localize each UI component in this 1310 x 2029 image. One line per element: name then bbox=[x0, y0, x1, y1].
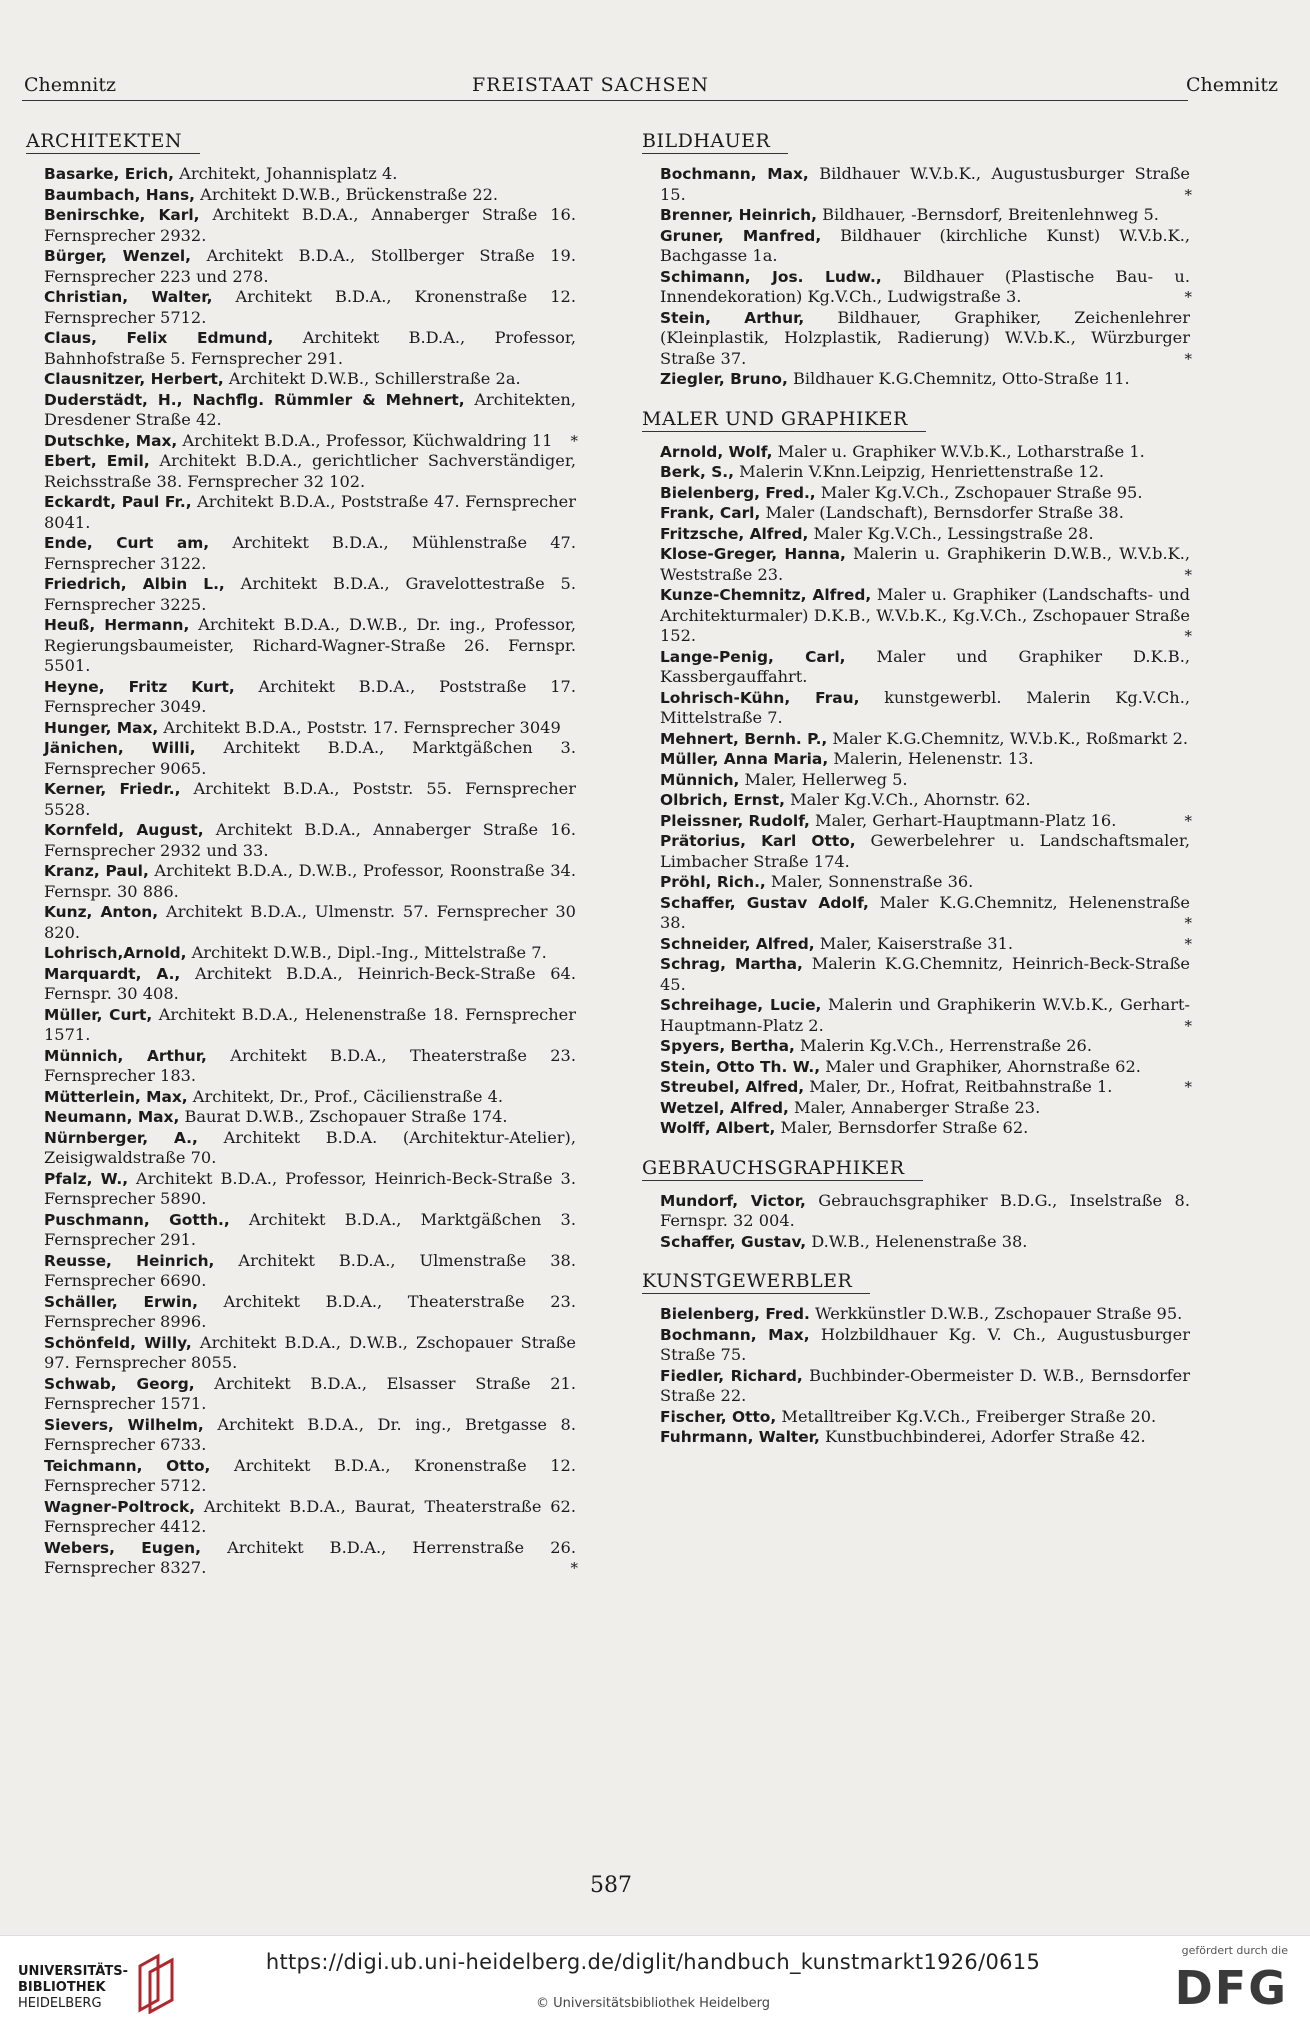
entry-name: Baumbach, Hans, bbox=[44, 185, 196, 204]
directory-entry bbox=[660, 1098, 1190, 1119]
directory-entry bbox=[44, 1497, 576, 1538]
entry-name: Mundorf, Victor, bbox=[660, 1191, 806, 1210]
directory-entry bbox=[44, 615, 576, 677]
entry-details: Buchbinder-Obermeister D. W.B., Bernsdorfer Straße 22. bbox=[660, 1365, 1190, 1405]
entry-details: Bildhauer, Graphiker, Zeichenlehrer (Kleinplastik, Holzplastik, Radierung) W.V.b.K., Würzburger Straße 37. bbox=[660, 307, 1190, 368]
entry-details: Architekt B.D.A., Kronenstraße 12. Fernsprecher 5712. bbox=[44, 287, 577, 327]
dfg-caption: gefördert durch die bbox=[1181, 1944, 1288, 1957]
entry-name: Clausnitzer, Herbert, bbox=[44, 370, 224, 388]
entry-details: Holzbildhauer Kg. V. Ch., Augustusburger Straße 75. bbox=[660, 1324, 1190, 1364]
entry-details: Malerin K.G.Chemnitz, Heinrich-Beck-Straße 45. bbox=[660, 954, 1190, 994]
entry-details: Architekt D.W.B., Schillerstraße 2a. bbox=[223, 369, 521, 388]
entry-details: Architekt B.D.A., Poststr. 55. Fernsprecher 5528. bbox=[44, 779, 576, 819]
entry-name: Mütterlein, Max, bbox=[44, 1087, 188, 1106]
entry-details: kunstgewerbl. Malerin Kg.V.Ch., Mittelstraße 7. bbox=[660, 687, 1190, 727]
entry-name: Wagner-Poltrock, bbox=[44, 1497, 196, 1516]
entry-details: Architekt B.D.A., D.W.B., Dr. ing., Professor, Regierungsbaumeister, Richard-Wagner-Straße 26. Fernspr. 5501. bbox=[44, 615, 576, 675]
entry-name: Hunger, Max, bbox=[44, 718, 159, 737]
directory-entry bbox=[44, 533, 576, 574]
permalink-url[interactable]: https://digi.ub.uni-heidelberg.de/diglit/handbuch_kunstmarkt1926/0615 bbox=[265, 1950, 1041, 1974]
entry-name: Duderstädt, H., Nachflg. Rümmler & Mehnert, bbox=[44, 390, 465, 409]
entry-marker: * bbox=[1184, 627, 1192, 645]
entry-name: Basarke, Erich, bbox=[44, 165, 175, 183]
entry-name: Pröhl, Rich., bbox=[660, 873, 766, 891]
entry-name: Brenner, Heinrich, bbox=[660, 206, 817, 224]
entry-name: Fuhrmann, Walter, bbox=[660, 1428, 820, 1446]
entry-marker: * bbox=[570, 1559, 578, 1577]
right-column bbox=[642, 130, 1192, 1466]
entry-name: Kerner, Friedr., bbox=[44, 780, 181, 798]
directory-entry bbox=[44, 1169, 576, 1210]
entry-details: Maler Kg.V.Ch., Lessingstraße 28. bbox=[808, 523, 1094, 543]
entry-name: Mehnert, Bernh. P., bbox=[660, 729, 828, 748]
entry-details: Architekt B.D.A., D.W.B., Professor, Roonstraße 34. Fernspr. 30 886. bbox=[44, 861, 576, 901]
entry-name: Wolff, Albert, bbox=[660, 1119, 776, 1137]
entry-details: Bildhauer (Plastische Bau- u. Innendekoration) Kg.V.Ch., Ludwigstraße 3. bbox=[660, 266, 1190, 306]
directory-entry bbox=[44, 861, 576, 902]
entry-details: Malerin, Helenenstr. 13. bbox=[828, 749, 1034, 768]
entry-details: Architekt B.D.A., Annaberger Straße 16. Fernsprecher 2932. bbox=[44, 205, 576, 245]
directory-entry bbox=[44, 1046, 576, 1087]
entry-name: Ziegler, Bruno, bbox=[660, 370, 788, 388]
entry-details: Maler Kg.V.Ch., Zschopauer Straße 95. bbox=[815, 482, 1143, 502]
entry-name: Klose-Greger, Hanna, bbox=[660, 545, 846, 563]
directory-entry bbox=[44, 1005, 576, 1046]
entry-details: Architekt, Dr., Prof., Cäcilienstraße 4. bbox=[187, 1086, 504, 1106]
running-head-center: FREISTAAT SACHSEN bbox=[472, 74, 709, 96]
entry-name: Schwab, Georg, bbox=[44, 1374, 195, 1393]
directory-entry bbox=[44, 1292, 576, 1333]
entry-marker: * bbox=[1184, 811, 1192, 830]
section-title: MALER UND GRAPHIKER bbox=[642, 408, 926, 432]
entry-name: Schimann, Jos. Ludw., bbox=[660, 267, 882, 286]
entry-name: Puschmann, Gotth., bbox=[44, 1210, 230, 1229]
entry-name: Schäller, Erwin, bbox=[44, 1292, 198, 1311]
entry-details: Architekt B.D.A., Professor, Bahnhofstraße 5. Fernsprecher 291. bbox=[44, 328, 576, 368]
entry-name: Schönfeld, Willy, bbox=[44, 1333, 192, 1352]
entry-details: Maler, Hellerweg 5. bbox=[739, 769, 908, 789]
entry-details: Bildhauer W.V.b.K., Augustusburger Straße 15. bbox=[660, 164, 1190, 204]
entry-name: Heuß, Hermann, bbox=[44, 616, 190, 634]
directory-section bbox=[642, 130, 1192, 390]
directory-entry bbox=[44, 779, 576, 820]
entry-marker: * bbox=[1184, 934, 1192, 953]
directory-entry bbox=[660, 1057, 1190, 1078]
entry-details: Maler u. Graphiker W.V.b.K., Lotharstraße 1. bbox=[772, 441, 1145, 461]
entry-name: Lohrisch-Kühn, Frau, bbox=[660, 688, 860, 707]
directory-entry bbox=[44, 738, 576, 779]
section-title: GEBRAUCHSGRAPHIKER bbox=[642, 1157, 923, 1181]
entry-name: Claus, Felix Edmund, bbox=[44, 329, 274, 347]
directory-entry bbox=[44, 164, 576, 185]
entry-details: Architekt B.D.A., D.W.B., Zschopauer Straße 97. Fernsprecher 8055. bbox=[44, 1332, 576, 1372]
directory-entry bbox=[44, 1251, 576, 1292]
viewer-footer bbox=[0, 1935, 1310, 2029]
directory-entry bbox=[44, 328, 576, 369]
dfg-logo[interactable] bbox=[1148, 1944, 1288, 2024]
directory-entry bbox=[44, 1374, 576, 1415]
directory-entry bbox=[660, 954, 1190, 995]
entry-name: Prätorius, Karl Otto, bbox=[660, 832, 856, 850]
left-column bbox=[26, 130, 578, 1597]
library-mark-icon bbox=[136, 1952, 176, 2014]
entry-name: Webers, Eugen, bbox=[44, 1538, 201, 1557]
entry-marker: * bbox=[1184, 185, 1192, 204]
directory-entry bbox=[660, 893, 1190, 934]
directory-entry bbox=[44, 677, 576, 718]
directory-entry bbox=[660, 934, 1190, 955]
entry-details: Bildhauer (kirchliche Kunst) W.V.b.K., Bachgasse 1a. bbox=[660, 225, 1190, 265]
entry-details: Architekt B.D.A., Theaterstraße 23. Fernsprecher 8996. bbox=[44, 1291, 576, 1331]
entry-name: Bielenberg, Fred., bbox=[660, 483, 816, 502]
entry-name: Friedrich, Albin L., bbox=[44, 575, 225, 593]
entry-details: Architekt B.D.A., Poststr. 17. Fernsprecher 3049 bbox=[158, 717, 561, 737]
entry-details: Maler K.G.Chemnitz, Helenenstraße 38. bbox=[660, 892, 1190, 932]
entry-details: Malerin u. Graphikerin D.W.B., W.V.b.K., Weststraße 23. bbox=[660, 544, 1190, 584]
entry-details: Architekt D.W.B., Dipl.-Ing., Mittelstraße 7. bbox=[186, 943, 547, 962]
entry-details: Architekt B.D.A., Ulmenstr. 57. Fernsprecher 30 820. bbox=[44, 902, 576, 942]
entry-details: Kunstbuchbinderei, Adorfer Straße 42. bbox=[819, 1427, 1146, 1446]
entry-details: Architekt B.D.A., Heinrich-Beck-Straße 64. Fernspr. 30 408. bbox=[44, 963, 576, 1003]
directory-entry bbox=[660, 1191, 1190, 1232]
directory-entry bbox=[660, 1427, 1190, 1448]
entry-name: Heyne, Fritz Kurt, bbox=[44, 677, 235, 696]
directory-entry bbox=[44, 943, 576, 964]
entry-marker: * bbox=[1184, 565, 1192, 584]
entry-details: Architekt B.D.A., Poststraße 47. Fernsprecher 8041. bbox=[44, 492, 576, 532]
entry-name: Benirschke, Karl, bbox=[44, 206, 200, 224]
entry-details: Architekt B.D.A., Theaterstraße 23. Fernsprecher 183. bbox=[44, 1045, 576, 1085]
directory-entry bbox=[44, 451, 576, 492]
entry-details: Gebrauchsgraphiker B.D.G., Inselstraße 8. Fernspr. 32 004. bbox=[660, 1190, 1190, 1230]
entry-name: Berk, S., bbox=[660, 463, 734, 481]
directory-entry bbox=[660, 442, 1190, 463]
entry-name: Schneider, Alfred, bbox=[660, 934, 815, 953]
entry-details: Architekt, Johannisplatz 4. bbox=[174, 164, 398, 183]
entry-name: Kranz, Paul, bbox=[44, 862, 149, 880]
directory-entry bbox=[660, 1036, 1190, 1057]
directory-entry bbox=[44, 185, 576, 206]
entry-details: Malerin V.Knn.Leipzig, Henriettenstraße 12. bbox=[733, 462, 1105, 481]
directory-section bbox=[642, 407, 1192, 1139]
entry-name: Olbrich, Ernst, bbox=[660, 791, 785, 809]
entry-details: Malerin Kg.V.Ch., Herrenstraße 26. bbox=[794, 1036, 1092, 1055]
entry-name: Arnold, Wolf, bbox=[660, 442, 773, 461]
directory-entry bbox=[660, 503, 1190, 524]
directory-section bbox=[26, 130, 578, 1579]
entry-name: Bochmann, Max, bbox=[660, 1325, 810, 1344]
entry-details: Maler Kg.V.Ch., Ahornstr. 62. bbox=[784, 790, 1031, 809]
entry-details: Architekt B.D.A., Annaberger Straße 16. Fernsprecher 2932 und 33. bbox=[44, 820, 576, 860]
entry-details: Maler (Landschaft), Bernsdorfer Straße 38. bbox=[760, 503, 1124, 522]
entry-name: Nürnberger, A., bbox=[44, 1128, 198, 1147]
directory-entry bbox=[44, 1456, 576, 1497]
entry-details: Architekt B.D.A., gerichtlicher Sachverständiger, Reichsstraße 38. Fernsprecher 32 102. bbox=[44, 451, 576, 491]
library-name-line: HEIDELBERG bbox=[18, 1996, 102, 2011]
entry-details: Maler, Sonnenstraße 36. bbox=[765, 872, 974, 891]
entry-name: Bürger, Wenzel, bbox=[44, 247, 192, 265]
entry-name: Münnich, bbox=[660, 770, 740, 789]
entry-marker: * bbox=[1184, 1016, 1192, 1035]
directory-entry bbox=[660, 585, 1190, 647]
directory-section bbox=[642, 1156, 1190, 1253]
directory-entry bbox=[44, 964, 576, 1005]
entry-name: Bielenberg, Fred. bbox=[660, 1305, 810, 1323]
directory-entry bbox=[660, 205, 1190, 226]
directory-entry bbox=[44, 1538, 576, 1579]
directory-entry bbox=[660, 1407, 1190, 1428]
directory-entry bbox=[44, 1087, 576, 1108]
directory-entry bbox=[660, 1118, 1190, 1139]
directory-entry bbox=[660, 831, 1190, 872]
directory-entry bbox=[660, 872, 1190, 893]
entry-name: Müller, Anna Maria, bbox=[660, 750, 829, 768]
directory-entry bbox=[660, 770, 1190, 791]
entry-details: Architekt B.D.A., Marktgäßchen 3. Fernsprecher 9065. bbox=[44, 738, 576, 778]
entry-name: Jänichen, Willi, bbox=[44, 739, 196, 757]
directory-entry bbox=[44, 820, 576, 861]
directory-entry bbox=[660, 544, 1190, 585]
running-head-right: Chemnitz bbox=[1186, 74, 1278, 96]
directory-entry bbox=[660, 729, 1190, 750]
directory-entry bbox=[660, 790, 1190, 811]
directory-entry bbox=[44, 1333, 576, 1374]
entry-name: Fiedler, Richard, bbox=[660, 1366, 803, 1385]
directory-entry bbox=[44, 492, 576, 533]
entry-name: Ende, Curt am, bbox=[44, 534, 210, 552]
entry-name: Schaffer, Gustav, bbox=[660, 1232, 807, 1251]
section-title: ARCHITEKTEN bbox=[26, 130, 200, 154]
library-logo[interactable] bbox=[18, 1948, 168, 2014]
dfg-wordmark: DFG bbox=[1174, 1961, 1288, 2015]
entry-details: Architekt B.D.A., Baurat, Theaterstraße 62. Fernsprecher 4412. bbox=[44, 1496, 576, 1536]
entry-marker: * bbox=[570, 431, 578, 450]
entry-details: Architekt B.D.A., Mühlenstraße 47. Fernsprecher 3122. bbox=[44, 533, 576, 573]
directory-entry bbox=[44, 431, 576, 452]
entry-details: Bildhauer, -Bernsdorf, Breitenlehnweg 5. bbox=[817, 205, 1159, 224]
directory-entry bbox=[660, 995, 1190, 1036]
entry-details: Architekt B.D.A., Elsasser Straße 21. Fernsprecher 1571. bbox=[44, 1373, 576, 1413]
entry-name: Christian, Walter, bbox=[44, 288, 213, 306]
library-name bbox=[18, 1964, 128, 2012]
entry-name: Dutschke, Max, bbox=[44, 431, 178, 450]
entry-details: Maler u. Graphiker (Landschafts- und Architekturmaler) D.K.B., W.V.b.K., Kg.V.Ch., Zschopauer Straße 152. bbox=[660, 585, 1191, 645]
entry-details: D.W.B., Helenenstraße 38. bbox=[806, 1231, 1028, 1251]
entry-details: Architekt B.D.A., Professor, Heinrich-Beck-Straße 3. Fernsprecher 5890. bbox=[44, 1168, 577, 1208]
entry-details: Architekt B.D.A., Helenenstraße 18. Fernsprecher 1571. bbox=[44, 1004, 576, 1044]
entry-name: Lohrisch,Arnold, bbox=[44, 944, 187, 962]
entry-name: Gruner, Manfred, bbox=[660, 226, 822, 245]
entry-details: Architekt B.D.A. (Architektur-Atelier), Zeisigwaldstraße 70. bbox=[44, 1127, 576, 1167]
directory-entry bbox=[660, 647, 1190, 688]
entry-marker: * bbox=[1184, 914, 1192, 932]
entry-details: Maler K.G.Chemnitz, W.V.b.K., Roßmarkt 2. bbox=[827, 728, 1189, 748]
entry-details: Architekt D.W.B., Brückenstraße 22. bbox=[195, 184, 499, 204]
directory-entry bbox=[660, 164, 1190, 205]
directory-entry bbox=[44, 718, 576, 739]
entry-name: Sievers, Wilhelm, bbox=[44, 1415, 204, 1434]
library-name-line: UNIVERSITÄTS- bbox=[18, 1964, 128, 1979]
entry-details: Maler und Graphiker D.K.B., Kassbergauffahrt. bbox=[660, 646, 1190, 686]
running-head-left: Chemnitz bbox=[24, 74, 116, 96]
directory-entry bbox=[660, 483, 1190, 504]
entry-details: Architekt B.D.A., Ulmenstraße 38. Fernsprecher 6690. bbox=[44, 1250, 576, 1290]
entry-details: Maler und Graphiker, Ahornstraße 62. bbox=[820, 1056, 1141, 1076]
page-number: 587 bbox=[590, 1873, 632, 1898]
directory-entry bbox=[44, 902, 576, 943]
entry-details: Architekten, Dresdener Straße 42. bbox=[44, 389, 576, 429]
entry-marker: * bbox=[1184, 349, 1192, 368]
directory-entry bbox=[660, 1304, 1190, 1325]
directory-entry bbox=[44, 1415, 576, 1456]
directory-entry bbox=[44, 369, 576, 390]
directory-entry bbox=[660, 811, 1190, 832]
entry-name: Pleissner, Rudolf, bbox=[660, 811, 810, 830]
entry-name: Kunze-Chemnitz, Alfred, bbox=[660, 586, 872, 604]
directory-entry bbox=[660, 267, 1190, 308]
entry-name: Fritzsche, Alfred, bbox=[660, 524, 809, 543]
entry-details: Gewerbelehrer u. Landschaftsmaler, Limbacher Straße 174. bbox=[660, 831, 1190, 871]
entry-name: Schaffer, Gustav Adolf, bbox=[660, 893, 869, 912]
directory-entry bbox=[660, 462, 1190, 483]
entry-name: Kornfeld, August, bbox=[44, 821, 204, 839]
entry-name: Eckardt, Paul Fr., bbox=[44, 493, 192, 511]
directory-entry bbox=[44, 1128, 576, 1169]
entry-name: Stein, Arthur, bbox=[660, 308, 805, 327]
entry-name: Ebert, Emil, bbox=[44, 452, 150, 470]
directory-entry bbox=[660, 226, 1190, 267]
entry-name: Stein, Otto Th. W., bbox=[660, 1057, 821, 1076]
directory-entry bbox=[660, 749, 1190, 770]
entry-details: Architekt B.D.A., Professor, Küchwaldring 11 bbox=[177, 430, 553, 450]
entry-name: Kunz, Anton, bbox=[44, 903, 159, 921]
entry-details: Baurat D.W.B., Zschopauer Straße 174. bbox=[179, 1107, 508, 1126]
directory-entry bbox=[660, 1325, 1190, 1366]
entry-details: Architekt B.D.A., Herrenstraße 26. Fernsprecher 8327. bbox=[44, 1537, 576, 1577]
entry-details: Maler, Dr., Hofrat, Reitbahnstraße 1. bbox=[804, 1077, 1113, 1096]
directory-entry bbox=[660, 369, 1190, 390]
entry-details: Maler, Kaiserstraße 31. bbox=[814, 933, 1014, 953]
entry-name: Wetzel, Alfred, bbox=[660, 1098, 789, 1117]
entry-details: Metalltreiber Kg.V.Ch., Freiberger Straße 20. bbox=[776, 1406, 1157, 1426]
directory-entry bbox=[660, 1366, 1190, 1407]
library-name-line: BIBLIOTHEK bbox=[18, 1980, 106, 1995]
directory-entry bbox=[44, 574, 576, 615]
directory-entry bbox=[44, 390, 576, 431]
entry-marker: * bbox=[1184, 1078, 1192, 1096]
directory-entry bbox=[660, 1232, 1190, 1253]
entry-details: Architekt B.D.A., Kronenstraße 12. Fernsprecher 5712. bbox=[44, 1455, 576, 1495]
entry-details: Architekt B.D.A., Stollberger Straße 19. Fernsprecher 223 und 278. bbox=[44, 246, 576, 286]
entry-name: Lange-Penig, Carl, bbox=[660, 647, 846, 666]
entry-name: Reusse, Heinrich, bbox=[44, 1251, 215, 1270]
entry-name: Frank, Carl, bbox=[660, 504, 761, 522]
entry-name: Schrag, Martha, bbox=[660, 955, 803, 973]
running-head bbox=[22, 74, 1278, 101]
entry-name: Spyers, Bertha, bbox=[660, 1037, 795, 1055]
entry-marker: * bbox=[1184, 288, 1192, 306]
entry-details: Maler, Annaberger Straße 23. bbox=[788, 1097, 1041, 1117]
entry-details: Werkkünstler D.W.B., Zschopauer Straße 95. bbox=[809, 1304, 1183, 1323]
entry-name: Bochmann, Max, bbox=[660, 165, 809, 183]
entry-details: Maler, Bernsdorfer Straße 62. bbox=[775, 1118, 1029, 1137]
entry-name: Streubel, Alfred, bbox=[660, 1078, 805, 1096]
directory-entry bbox=[660, 1077, 1190, 1098]
entry-name: Pfalz, W., bbox=[44, 1169, 129, 1188]
directory-entry bbox=[660, 524, 1190, 545]
entry-details: Malerin und Graphikerin W.V.b.K., Gerhart-Hauptmann-Platz 2. bbox=[660, 995, 1190, 1035]
entry-details: Maler, Gerhart-Hauptmann-Platz 16. bbox=[809, 810, 1117, 830]
entry-name: Münnich, Arthur, bbox=[44, 1046, 207, 1065]
entry-name: Fischer, Otto, bbox=[660, 1407, 777, 1426]
entry-name: Müller, Curt, bbox=[44, 1005, 153, 1024]
entry-name: Marquardt, A., bbox=[44, 964, 181, 983]
directory-entry bbox=[660, 688, 1190, 729]
entry-name: Neumann, Max, bbox=[44, 1108, 180, 1126]
copyright-notice: © Universitätsbibliothek Heidelberg bbox=[535, 1996, 770, 2011]
entry-name: Schreihage, Lucie, bbox=[660, 996, 822, 1014]
entry-details: Architekt B.D.A., Dr. ing., Bretgasse 8. Fernsprecher 6733. bbox=[44, 1414, 576, 1454]
entry-details: Bildhauer K.G.Chemnitz, Otto-Straße 11. bbox=[787, 369, 1130, 388]
directory-entry bbox=[44, 1107, 576, 1128]
entry-name: Teichmann, Otto, bbox=[44, 1456, 211, 1475]
directory-entry bbox=[660, 308, 1190, 370]
directory-entry bbox=[44, 287, 576, 328]
directory-entry bbox=[44, 246, 576, 287]
section-title: BILDHAUER bbox=[642, 130, 788, 154]
directory-entry bbox=[44, 205, 576, 246]
section-title: KUNSTGEWERBLER bbox=[642, 1270, 870, 1294]
directory-section bbox=[642, 1270, 1190, 1448]
entry-details: Architekt B.D.A., Gravelottestraße 5. Fernsprecher 3225. bbox=[44, 574, 576, 614]
directory-entry bbox=[44, 1210, 576, 1251]
entry-details: Architekt B.D.A., Poststraße 17. Fernsprecher 3049. bbox=[44, 676, 576, 716]
entry-details: Architekt B.D.A., Marktgäßchen 3. Fernsprecher 291. bbox=[44, 1209, 576, 1249]
